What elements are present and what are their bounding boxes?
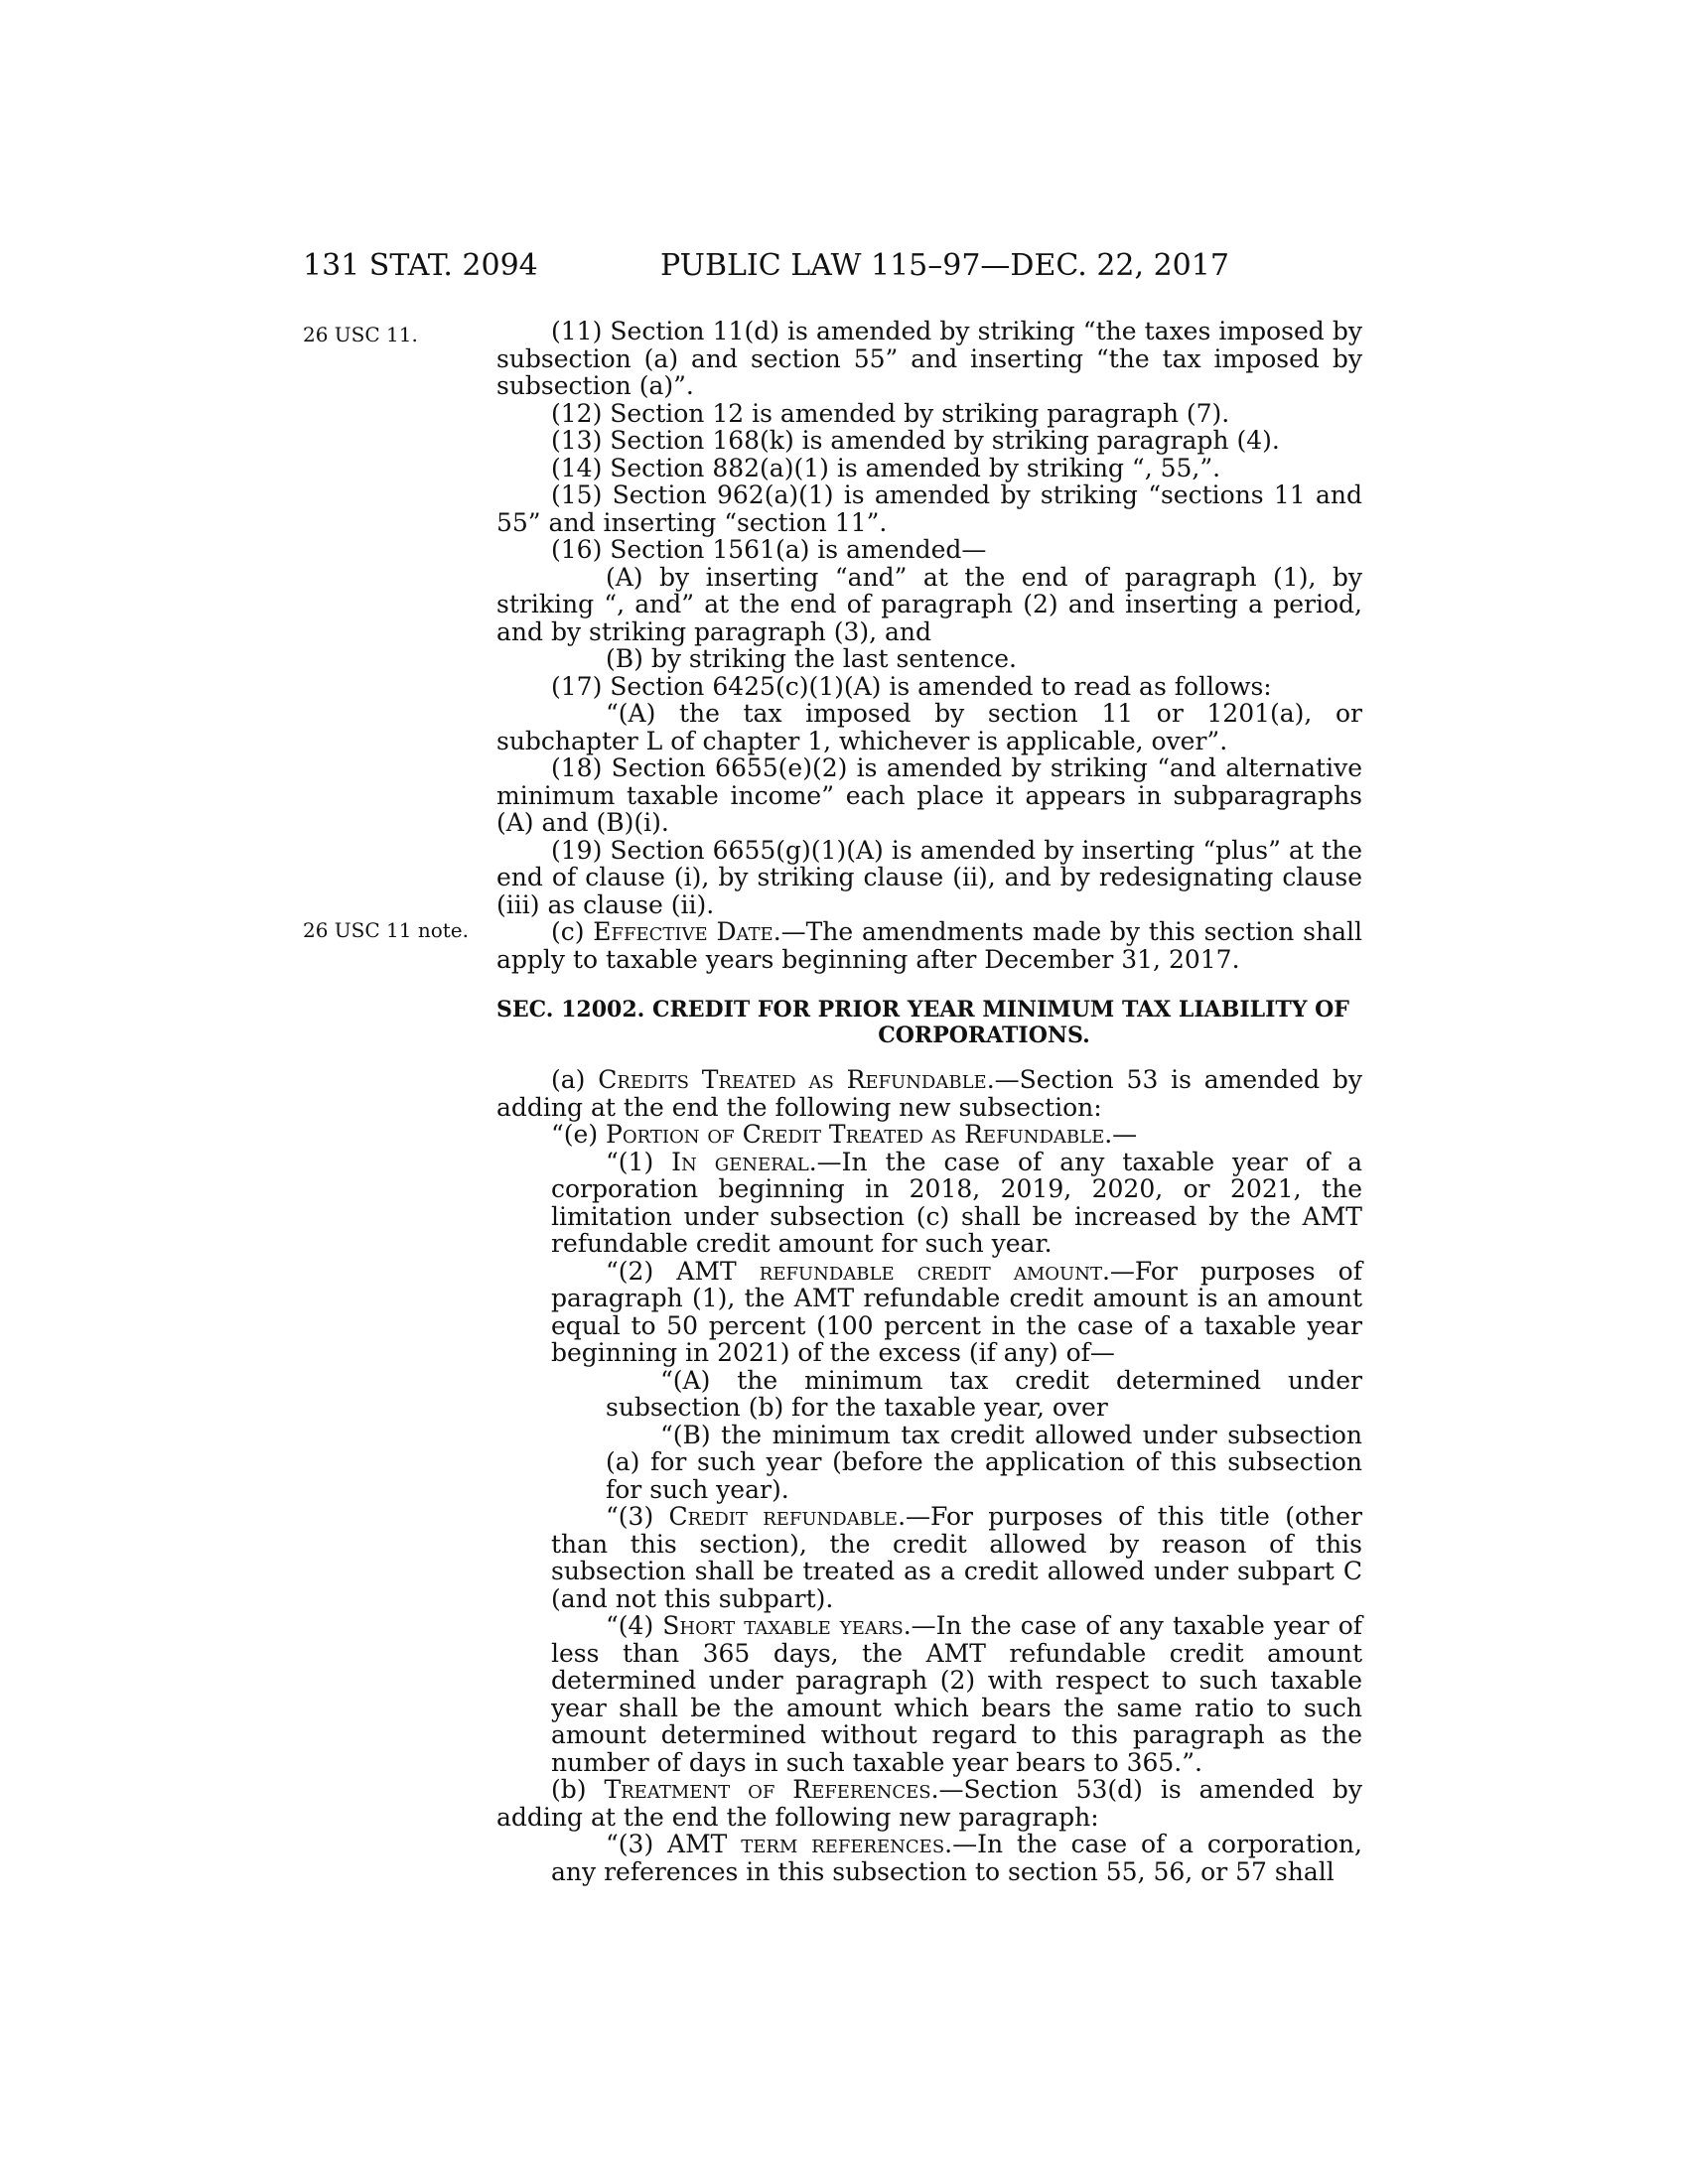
- e-paragraph-4-number: “(4): [606, 1611, 663, 1640]
- subsection-b-heading: Treatment of References: [604, 1775, 931, 1804]
- b-paragraph-3: [496, 1831, 1362, 1885]
- new-subsection-e-number: “(e): [551, 1120, 607, 1149]
- e-paragraph-3: [496, 1503, 1362, 1612]
- margin-note-26-usc-11-note: 26 USC 11 note.: [303, 918, 469, 942]
- b-paragraph-3-text: .—In the case of a corporation, any references in this subsection to section 55, 56, or 57 shall: [551, 1830, 1362, 1886]
- e-paragraph-4: [496, 1612, 1362, 1776]
- e-paragraph-2-b: “(B) the minimum tax credit allowed under subsection (a) for such year (before the application of this subsection for such year).: [606, 1420, 1362, 1504]
- e-paragraph-3-heading: Credit refundable: [668, 1502, 899, 1531]
- paragraph-17: (17) Section 6425(c)(1)(A) is amended to read as follows:: [551, 671, 1272, 701]
- paragraph-13: (13) Section 168(k) is amended by striking paragraph (4).: [551, 426, 1280, 455]
- subsection-a-heading: Credits Treated as Refundable: [598, 1065, 987, 1094]
- e-paragraph-2-a: “(A) the minimum tax credit determined under subsection (b) for the taxable year, over: [606, 1365, 1362, 1422]
- subsection-c-heading: Effective Date: [593, 917, 774, 946]
- b-paragraph-3-heading: term references: [741, 1830, 945, 1858]
- paragraph-16-b: (B) by striking the last sentence.: [606, 644, 1017, 673]
- paragraph-12: (12) Section 12 is amended by striking paragraph (7).: [551, 398, 1230, 428]
- e-paragraph-2-text: .—For purposes of paragraph (1), the AMT refundable credit amount is an amount equal to 50 percent (100 percent in the case of a taxable year beginning in 2021) of the excess (if any) of—: [551, 1256, 1362, 1367]
- paragraph-14: (14) Section 882(a)(1) is amended by striking “, 55,”.: [551, 453, 1221, 482]
- e-paragraph-2-number: “(2) AMT: [606, 1256, 760, 1286]
- running-header: PUBLIC LAW 115–97—DEC. 22, 2017: [660, 248, 1229, 283]
- subsection-a-number: (a): [551, 1065, 599, 1094]
- e-paragraph-2: [496, 1258, 1362, 1367]
- section-heading: [496, 997, 1362, 1048]
- statute-page-number: 131 STAT. 2094: [303, 248, 538, 283]
- paragraph-17-a: “(A) the tax imposed by section 11 or 1201(a), or subchapter L of chapter 1, whichever is applicable, over”.: [496, 699, 1362, 755]
- subsection-b-number: (b): [551, 1775, 605, 1804]
- e-paragraph-3-number: “(3): [606, 1502, 669, 1531]
- paragraph-11: (11) Section 11(d) is amended by striking “the taxes imposed by subsection (a) and section 55” and inserting “the tax imposed by subsection (a)”.: [496, 317, 1362, 400]
- e-paragraph-1-text: .—In the case of any taxable year of a corporation beginning in 2018, 2019, 2020, or 2021, the limitation under subsection (c) shall be increased by the AMT refundable credit amount for such year.: [551, 1147, 1362, 1258]
- subsection-a-text: .—Section 53 is amended by adding at the end the following new subsection:: [496, 1065, 1362, 1122]
- paragraph-19: (19) Section 6655(g)(1)(A) is amended by inserting “plus” at the end of clause (i), by striking clause (ii), and by redesignating clause (iii) as clause (ii).: [496, 835, 1362, 919]
- subsection-c-number: (c): [551, 917, 594, 946]
- e-paragraph-1: [496, 1149, 1362, 1258]
- section-heading-line2: CORPORATIONS.: [878, 1023, 1090, 1048]
- subsection-b-text: .—Section 53(d) is amended by adding at the end the following new paragraph:: [496, 1775, 1362, 1832]
- new-subsection-e-heading: Portion of Credit Treated as Refundable: [606, 1120, 1105, 1149]
- subsection-b: [496, 1776, 1362, 1831]
- subsection-a: [496, 1066, 1362, 1121]
- e-paragraph-1-number: “(1): [606, 1147, 672, 1176]
- paragraph-16: (16) Section 1561(a) is amended—: [551, 535, 987, 564]
- e-paragraph-3-text: .—For purposes of this title (other than this section), the credit allowed by reason of this subsection shall be treated as a credit allowed under subpart C (and not this subpart).: [551, 1502, 1362, 1613]
- e-paragraph-4-text: .—In the case of any taxable year of less than 365 days, the AMT refundable credit amount determined under paragraph (2) with respect to such taxable year shall be the amount which bears the same ratio to such amount determined without regard to this paragraph as the number of days in such taxable year bears to 365.”.: [551, 1611, 1362, 1777]
- e-paragraph-2-heading: refundable credit amount: [759, 1256, 1102, 1286]
- b-paragraph-3-number: “(3) AMT: [606, 1830, 742, 1858]
- subsection-c: [496, 918, 1362, 973]
- margin-note-26-usc-11: 26 USC 11.: [303, 323, 418, 346]
- statute-body: [496, 318, 1362, 1885]
- e-paragraph-4-heading: Short taxable years: [662, 1611, 904, 1640]
- e-paragraph-1-heading: In general: [671, 1147, 809, 1176]
- section-heading-line1: SEC. 12002. CREDIT FOR PRIOR YEAR MINIMUM TAX LIABILITY OF: [496, 997, 1349, 1023]
- subsection-c-text: .—The amendments made by this section shall apply to taxable years beginning after December 31, 2017.: [496, 917, 1363, 974]
- new-subsection-e-text: .—: [1104, 1120, 1138, 1149]
- paragraph-18: (18) Section 6655(e)(2) is amended by striking “and alternative minimum taxable income” each place it appears in subparagraphs (A) and (B)(i).: [496, 753, 1362, 837]
- new-subsection-e: [496, 1121, 1362, 1149]
- paragraph-15: (15) Section 962(a)(1) is amended by striking “sections 11 and 55” and inserting “section 11”.: [496, 480, 1362, 537]
- paragraph-16-a: (A) by inserting “and” at the end of paragraph (1), by striking “, and” at the end of paragraph (2) and inserting a period, and by striking paragraph (3), and: [496, 562, 1362, 646]
